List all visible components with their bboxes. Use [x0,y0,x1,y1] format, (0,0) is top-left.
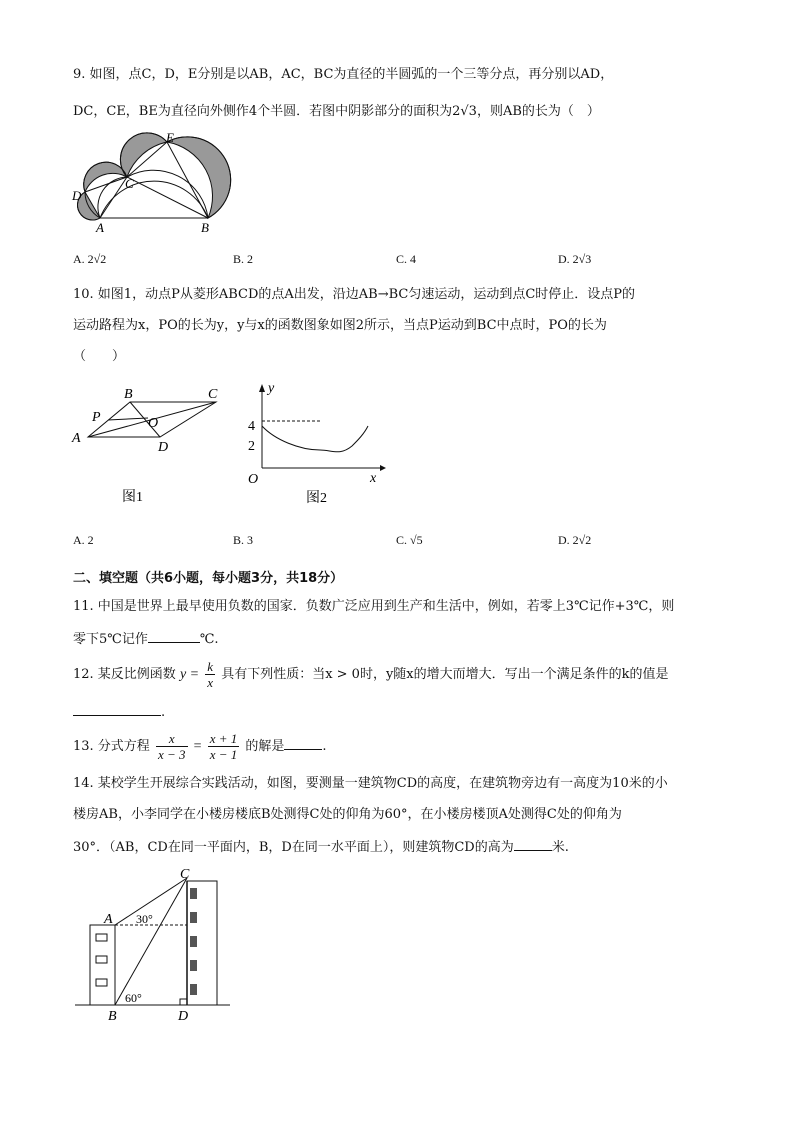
q9-label-a: A [96,220,104,235]
q14-label-c: C [180,867,190,882]
q13-equals: = [193,739,202,754]
q9-option-a: A. 2√2 [73,252,107,266]
q14-angle-60: 60° [125,991,142,1005]
q13-line-1 [73,730,327,764]
q14-tall-window-4 [190,960,197,971]
q13-suffix: 的解是 [245,739,285,754]
q14-tall-window-1 [190,888,197,899]
q10-figure-2 [240,378,390,510]
q10-figure-1 [68,385,238,510]
q14-small-window-2 [96,956,107,963]
q10-fig2-tick-2: 2 [248,439,255,454]
q9-option-b: B. 2 [233,252,254,266]
q10-fig1-caption: 图1 [122,490,143,505]
q12-fraction-num: k [207,659,214,674]
q10-fig1-label-o: O [148,416,159,431]
q10-y-axis-arrow [259,384,265,392]
q14-line-2: 楼房AB，小李同学在小楼房楼底B处测得C处的仰角为60°，在小楼房楼顶A处测得C处的仰角为 [73,807,622,822]
q10-fig2-caption: 图2 [306,491,327,506]
q14-figure [70,866,245,1026]
q10-fig1-label-c: C [208,387,218,402]
q10-fig1-label-b: B [124,387,133,402]
q10-fig2-label-x: x [370,471,377,486]
q9-option-d: D. 2√3 [558,252,592,266]
q10-option-d: D. 2√2 [558,533,592,547]
q13-left-num: x [156,731,188,747]
q9-arc-ab [100,181,208,218]
q10-line-2: 运动路程为x，PO的长为y，y与x的函数图象如图2所示，当点P运动到BC中点时，PO的长为 [73,318,607,333]
q14-line-3-suffix: 米. [551,840,569,855]
q14-line-bc [115,878,187,1005]
q14-answer-blank[interactable] [514,837,552,851]
q13-right-den: x − 1 [209,747,238,762]
q12-line-2 [73,702,165,722]
q13-fraction-left [156,731,188,762]
q14-small-building [90,925,115,1005]
q12-fraction [205,659,215,690]
q14-small-window-3 [96,979,107,986]
q10-x-axis-arrow [380,465,386,471]
q11-answer-blank[interactable] [148,629,200,643]
q12-lhs: y = [179,667,200,682]
q14-line-1: 14. 某校学生开展综合实践活动，如图，要测量一建筑物CD的高度，在建筑物旁边有一高度为10米的小 [73,776,668,791]
q13-tail: . [322,739,327,754]
q11-line-2-prefix: 零下5℃记作 [73,632,148,647]
q9-label-b: B [201,220,209,235]
q10-segment-po [108,418,148,420]
q12-answer-blank[interactable] [73,702,161,716]
section-2-heading: 二、填空题（共6小题，每小题3分，共18分） [73,571,344,586]
q12-tail: . [161,705,166,720]
q10-fig2-label-o: O [248,472,259,487]
q10-option-a: A. 2 [73,533,94,547]
q14-small-window-1 [96,934,107,941]
q13-prefix: 13. 分式方程 [73,739,150,754]
q11-line-2 [73,629,219,649]
q14-line-3 [73,837,569,857]
q14-tall-window-5 [190,984,197,995]
q9-segment-ac [100,177,127,218]
q14-label-d: D [178,1009,189,1024]
q9-arc-bc [127,170,208,218]
q10-line-1: 10. 如图1，动点P从菱形ABCD的点A出发，沿边AB→BC匀速运动，运动到点C时停止．设点P的 [73,287,636,302]
q13-fraction-right [208,731,240,762]
q10-option-b: B. 3 [233,533,254,547]
q12-line-1 [73,658,669,692]
q9-label-c: C [125,176,134,191]
q11-line-2-suffix: ℃. [199,632,219,647]
q14-angle-30: 30° [136,912,153,926]
q10-curve [262,426,368,452]
q14-label-b: B [108,1009,117,1024]
q11-line-1: 11. 中国是世界上最早使用负数的国家．负数广泛应用到生产和生活中，例如，若零上3℃记作+3℃，则 [73,599,675,614]
q13-right-num: x + 1 [209,731,238,746]
q12-prefix: 12. 某反比例函数 [73,667,176,682]
q9-shade-eb-lune [167,137,231,218]
q12-fraction-den: x [207,675,214,690]
q10-line-3: （ ） [73,349,126,364]
q9-figure [70,130,240,240]
q14-tall-window-3 [190,936,197,947]
q13-answer-blank[interactable] [284,736,322,750]
q14-label-a: A [104,912,113,927]
q9-option-c: C. 4 [396,252,417,266]
q10-fig1-label-a: A [72,431,81,446]
q10-fig1-label-p: P [92,410,101,425]
q10-fig1-label-d: D [158,440,169,455]
q10-fig2-tick-4: 4 [248,419,255,434]
q14-right-angle [180,999,187,1005]
q14-tall-window-2 [190,912,197,923]
q9-line-2: DC，CE，BE为直径向外侧作4个半圆．若图中阴影部分的面积为2√3，则AB的长为（ ） [73,104,600,119]
q14-line-3-text: 30°．（AB，CD在同一平面内，B，D在同一水平面上），则建筑物CD的高为 [73,840,514,855]
q9-label-e: E [166,130,174,145]
q9-line-1: 9. 如图，点C，D，E分别是以AB，AC，BC为直径的半圆弧的一个三等分点，再分别以AD， [73,67,614,82]
q13-left-den: x − 3 [157,747,186,762]
q12-suffix: 具有下列性质：当x > 0时，y随x的增大而增大．写出一个满足条件的k的值是 [221,667,669,682]
q10-option-c: C. √5 [396,533,423,547]
q9-label-d: D [72,188,82,203]
q10-fig2-label-y: y [268,381,275,396]
